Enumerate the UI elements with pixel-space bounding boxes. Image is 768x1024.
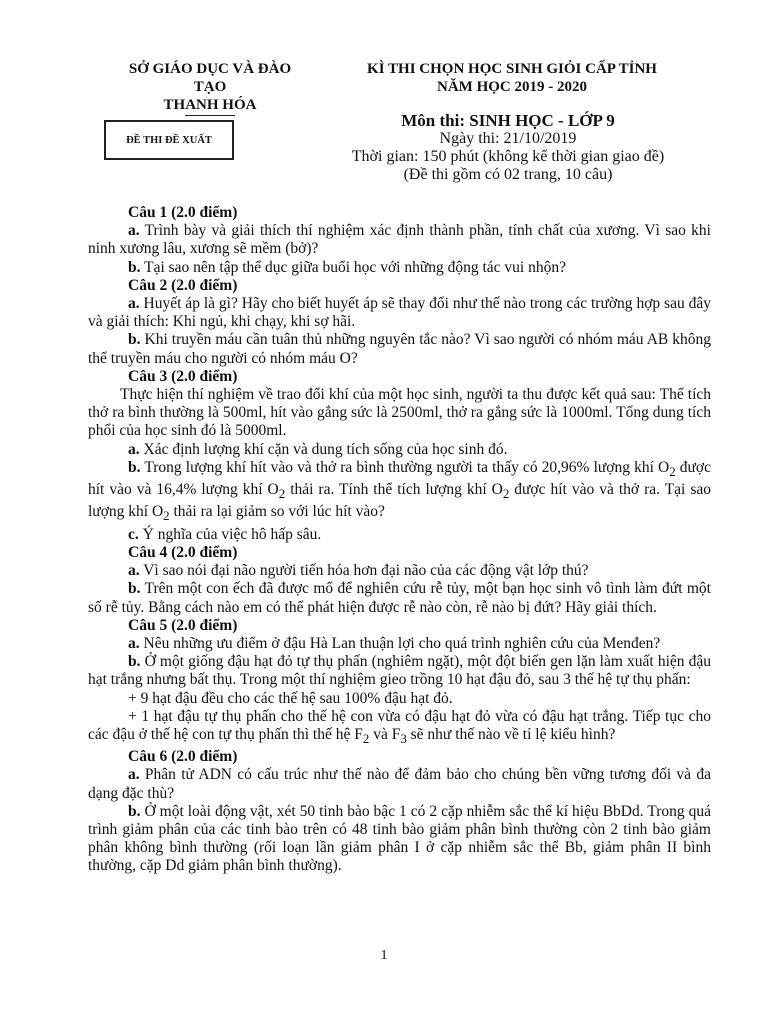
part-label: a.: [128, 562, 140, 580]
subscript: 2: [163, 508, 170, 524]
question-3-intro: Thực hiện thí nghiệm về trao đổi khí của một học sinh, người ta thu được kết quả sau: Thể tích thở ra bình thường là 500ml, hít vào gắng sức là 2500ml, thở ra gắng sức là 1000ml. Tổng dung tích phổi của học sinh đó là 5000ml.: [88, 386, 711, 440]
question-5-title: Câu 5 (2.0 điểm): [128, 616, 238, 634]
subscript: 3: [400, 731, 407, 747]
page-number: 1: [380, 948, 388, 963]
department-name: SỞ GIÁO DỤC VÀ ĐÀO TẠO: [128, 61, 292, 95]
question-6-title: Câu 6 (2.0 điểm): [128, 748, 238, 766]
exam-duration: Thời gian: 150 phút (không kể thời gian giao đề): [351, 148, 665, 165]
part-label: b.: [128, 458, 141, 476]
part-label: b.: [128, 331, 141, 349]
question-1a: [88, 222, 711, 258]
question-text: sẽ như thế nào về tỉ lệ kiểu hình?: [406, 725, 616, 743]
question-text: Nêu những ưu điểm ở đậu Hà Lan thuận lợi cho quá trình nghiên cứu của Menđen?: [139, 634, 661, 652]
question-3b: [88, 459, 711, 526]
question-6b: [88, 803, 711, 876]
part-label: a.: [128, 440, 140, 458]
proposed-exam-label: ĐỀ THI ĐỀ XUẤT: [126, 134, 212, 146]
question-5-bullet-1: + 9 hạt đậu đều cho các thế hệ sau 100% đậu hạt đỏ.: [128, 689, 453, 707]
exam-header: [352, 60, 672, 96]
exam-page-count: (Đề thi gồm có 02 trang, 10 câu): [403, 166, 613, 183]
proposed-exam-box: [104, 120, 234, 160]
question-4b: [88, 580, 711, 616]
question-text: được hít vào và thở ra. Tại sao lượng khí O: [88, 481, 711, 521]
question-text: Trên một con ếch đã được mổ để nghiên cứu rễ tủy, một bạn học sinh vô tình làm đứt một số rễ tủy. Bằng cách nào em có thể phát hiện được rễ nào còn, rễ nào bị đứt? Hãy giải thích.: [88, 580, 711, 616]
exam-date: Ngày thi: 21/10/2019: [439, 130, 577, 147]
question-1-title: Câu 1 (2.0 điểm): [128, 204, 238, 221]
question-text: Tại sao nên tập thể dục giữa buổi học với những động tác vui nhộn?: [140, 258, 566, 276]
question-1b: [88, 259, 711, 277]
subscript: 2: [362, 731, 370, 747]
question-6a: [88, 766, 711, 802]
department-header: [115, 60, 305, 116]
question-2a: [88, 295, 711, 331]
question-3c: [88, 526, 711, 544]
question-4a: [88, 562, 711, 580]
question-text: Ở một giống đậu hạt đỏ tự thụ phấn (nghiêm ngặt), một đột biến gen lặn làm xuất hiện đậu hạt trắng nhưng bất thụ. Trong một thí nghiệm gieo trồng 10 hạt đậu đỏ, sau 3 thế hệ tự thụ phấn:: [88, 653, 711, 689]
question-text: Ý nghĩa của việc hô hấp sâu.: [138, 525, 322, 543]
part-label: b.: [128, 580, 141, 598]
question-text: Xác định lượng khí cặn và dung tích sống của học sinh đó.: [139, 440, 508, 458]
exam-subject: Môn thi: SINH HỌC - LỚP 9: [401, 111, 615, 130]
question-text: + 1 hạt đậu tự thụ phấn cho thế hệ con vừa có đậu hạt đỏ vừa có đậu hạt trắng. Tiếp tục cho các đậu ở thế hệ con tự thụ phấn thì thế hệ F: [88, 707, 711, 743]
question-text: Khi truyền máu cần tuân thủ những nguyên tắc nào? Vì sao người có nhóm máu AB không thể truyền máu cho người có nhóm máu O?: [88, 331, 711, 367]
exam-info: [298, 112, 718, 184]
part-label: b.: [128, 802, 141, 820]
question-text: Trình bày và giải thích thí nghiệm xác định thành phần, tính chất của xương. Vì sao khi ninh xương lâu, xương sẽ mềm (bở)?: [88, 222, 711, 258]
subscript: 2: [278, 486, 286, 502]
question-text: thải ra lại giảm so với lúc hít vào?: [169, 503, 385, 521]
question-text: Huyết áp là gì? Hãy cho biết huyết áp sẽ thay đổi như thế nào trong các trường hợp sau đây và giải thích: Khi ngủ, khi chạy, khi sợ hãi.: [88, 295, 711, 331]
question-text: được hít vào và 16,4% lượng khí O: [88, 458, 711, 499]
part-label: a.: [128, 634, 140, 652]
subscript: 2: [669, 463, 676, 479]
question-text: thải ra. Tính thể tích lượng khí O: [285, 481, 503, 499]
question-text: Trong lượng khí hít vào và thở ra bình thường người ta thấy có 20,96% lượng khí O: [140, 458, 670, 476]
question-text: Phân tử ADN có cấu trúc như thế nào để đảm bảo cho chúng bền vững tương đối và đa dạng đặc thù?: [88, 766, 711, 802]
subscript: 2: [502, 486, 510, 502]
question-text: Vì sao nói đại não người tiến hóa hơn đại não của các động vật lớp thú?: [139, 562, 589, 580]
question-3a: [88, 441, 711, 459]
question-5a: [88, 635, 711, 653]
question-2b: [88, 331, 711, 367]
province-name: THANH HÓA: [163, 97, 257, 113]
question-5b: [88, 653, 711, 689]
question-4-title: Câu 4 (2.0 điểm): [128, 543, 238, 561]
part-label: a.: [128, 766, 140, 784]
question-2-title: Câu 2 (2.0 điểm): [128, 276, 238, 294]
divider: [185, 115, 235, 116]
part-label: c.: [128, 525, 139, 543]
exam-content: [88, 204, 711, 876]
school-year: NĂM HỌC 2019 - 2020: [437, 79, 587, 95]
question-text: Ở một loài động vật, xét 50 tinh bào bậc 1 có 2 cặp nhiễm sắc thể kí hiệu BbDd. Trong quá trình giảm phân của các tinh bào trên có 48 tinh bào giảm phân bình thường còn 2 tinh bào giảm phân không bình thường (rối loạn lần giảm phân I ở cặp nhiễm sắc thể Bb, giảm phân II bình thường, cặp Dd giảm phân bình thường).: [88, 802, 711, 875]
part-label: b.: [128, 258, 141, 276]
question-text: và F: [369, 725, 401, 743]
question-5-bullet-2: [88, 708, 711, 749]
part-label: a.: [128, 222, 140, 240]
part-label: b.: [128, 653, 141, 671]
question-3-title: Câu 3 (2.0 điểm): [128, 367, 238, 385]
part-label: a.: [128, 295, 140, 313]
exam-name: KÌ THI CHỌN HỌC SINH GIỎI CẤP TỈNH: [367, 61, 657, 77]
